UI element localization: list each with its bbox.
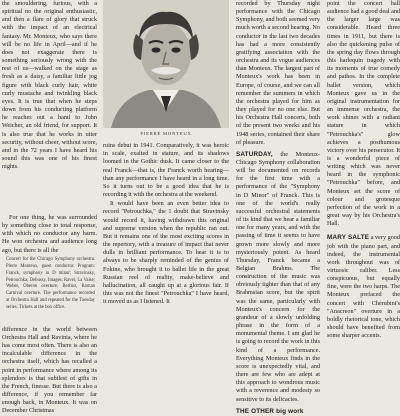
section-lead-heading: THE OTHER big work bbox=[236, 407, 304, 415]
paragraph: difference in the world between Orchestra Hall and Ravinia, where he has come most often. There is also an incalculable difference in the orchestra itself, which has recalled a point in performance where among its splendors is that subtlest of gifts in the French, finesse. But there is also a difference, if you remember far enough back, in Monteux. It was on December Christmas bbox=[2, 325, 97, 415]
paragraph: ruins debut in 1941. Comparatively, it was heroic in scale, exalted in stature, and its shadows loomed in the Gothic dusk. It came closer to the real Franck—that is, the Franck worth hearing—than any performance I have heard in a long time. So it turns out to be a good idea that he is recording it with the orchestra at the weekend. bbox=[103, 142, 229, 199]
column-4 bbox=[327, 0, 400, 400]
portrait-photo bbox=[103, 0, 229, 128]
paragraph: a very good job with the piano part, and indeed, the instrumental work throughout was of virtuosic caliber. Less conspicuous, but equally fine, were the two harps. The Monteux prefaced the concert with Cherubini's "Anacreon" overture in a boldly rhetorical tone, which should have benefited from some sharper accents. bbox=[327, 234, 400, 340]
column-2 bbox=[103, 0, 229, 400]
section-lead-heading: MARY SALTE bbox=[327, 234, 370, 242]
section-lead-heading: SATURDAY, bbox=[236, 150, 273, 158]
photo-caption: PIERRE MONTEUX bbox=[140, 131, 192, 136]
paragraph: the Monteux-Chicago Symphony collaboration will be documented on records for the first time with a performance of the "Symphony in D Minor" of Franck. This is one of the world's really successful orchestral statements of its kind that we hear a familiar one for many years, and with the passing of time it seems to have grown more slowly and more mysteriously potent. As heard Thursday, Franck became a Belgian Brahms. The construction of the music was obviously tighter than that of any Brahmsian score, but the spirit was the same, particularly with Monteux's concern for the grandeur of a slowly unfolding phrase in the form of a monumental theme. I am glad he is going to record the work in this kind of a performance. Everything Monteux finds in the score is unexpectedly vital, and there are few who are adept at this approach to wondrous music with a reverence and modesty so sensitive to its delicacies. bbox=[236, 150, 321, 403]
portrait-image bbox=[103, 0, 229, 128]
program-notice-box bbox=[6, 257, 95, 323]
paragraph: recorded by Thursday night performance with the Chicago Symphony, and both seemed very much worth a second hearing. No conductor in the last two decades has had a more consistently gratifying association with the orchestra and its vogue audiences than Monteux. The largest part of Monteux's work has been in Europe, of course, and we can all remember the summers in which the orchestra played for him as they played for no one else. But his Orchestra Hall concerts, both of the present two weeks and his 1948 series, contained their share of pleasure. bbox=[236, 0, 320, 146]
column-1 bbox=[2, 0, 97, 415]
paragraph: For one thing, he was surrounded by something close to total response, with which no conductor any harm. He won orchestra and audience long ago, but there is all the bbox=[2, 214, 97, 254]
column-3 bbox=[236, 0, 321, 415]
program-notice-text: Concert for the Chicago Symphony orchestra. Pierre Monteux, guest conductor. Program: Franck, symphony in D minor; Stravinsky, Petrouchka; Debussy, Images; Ravel, La Valse; Weber, Oberon overture; Berlioz, Roman Carnival overture. The performance recorded at Orchestra Hall and repeated for the Tuesday series. Tickets at the box office. bbox=[6, 256, 95, 311]
paragraph: point the concert hall audience had a good deal and the larger large was considerable. Heard three times in 1911, but there is also the quickening pulse of the spring day flows through this harlequin tragedy with its moments of true comedy and pathos. In the complete ballet version, which Monteux gave us in the original instrumentation for an immense orchestra, the work shines with a radiant stature in which "Petrouchka's" glow achieves a posthumous victory over his persecutor. It is a wonderful piece of writing which was never heard in the symphonic "Petrouchka" before, and Monteux set the score of colour and grotesque perfection of the work in a great way by his Orchestra's Hall. bbox=[327, 0, 400, 228]
paragraph: the smouldering, furious, with a spiritual no the original enthusiastic, and then a flare of glory that struck with the impact of an electrical fantasy. Mr. Monteux, who says there will be no life in April—and if he does not exaggerate there is something seriously wrong with the rest of us—walked on the stage as fresh as a daisy, a familiar little jog figure with black curly hair, white curly mustache and twinkling black eyes. It is true that when he steps down from his conducting platform he reaches out a hand to John Weicher, an old friend, for support. It is also true that he works in utter security, without cheer, without score, and in the 72 years I have heard his sound this was one of his finest nights. bbox=[2, 0, 97, 171]
column-1-top-text bbox=[2, 0, 97, 212]
paragraph: It would have been an even better idea to record "Petrouchka," the 1 doubt that Stravinsky would record it, having withdrawn this original and supreme version when the republic ran out. But it remains one of the most exciting scores in the repertory, with a treasure of impact that never dulls in brilliant performance. To hear it is to always to be sharply reminded of the genius of Fokine, who brought it to ballet life in the great Russian reel of reality, make-believe and hallucination, all caught up at a glorious fair. If this was not the finest "Petrouchka" I have heard, it moved us as I listened. It bbox=[103, 200, 229, 306]
